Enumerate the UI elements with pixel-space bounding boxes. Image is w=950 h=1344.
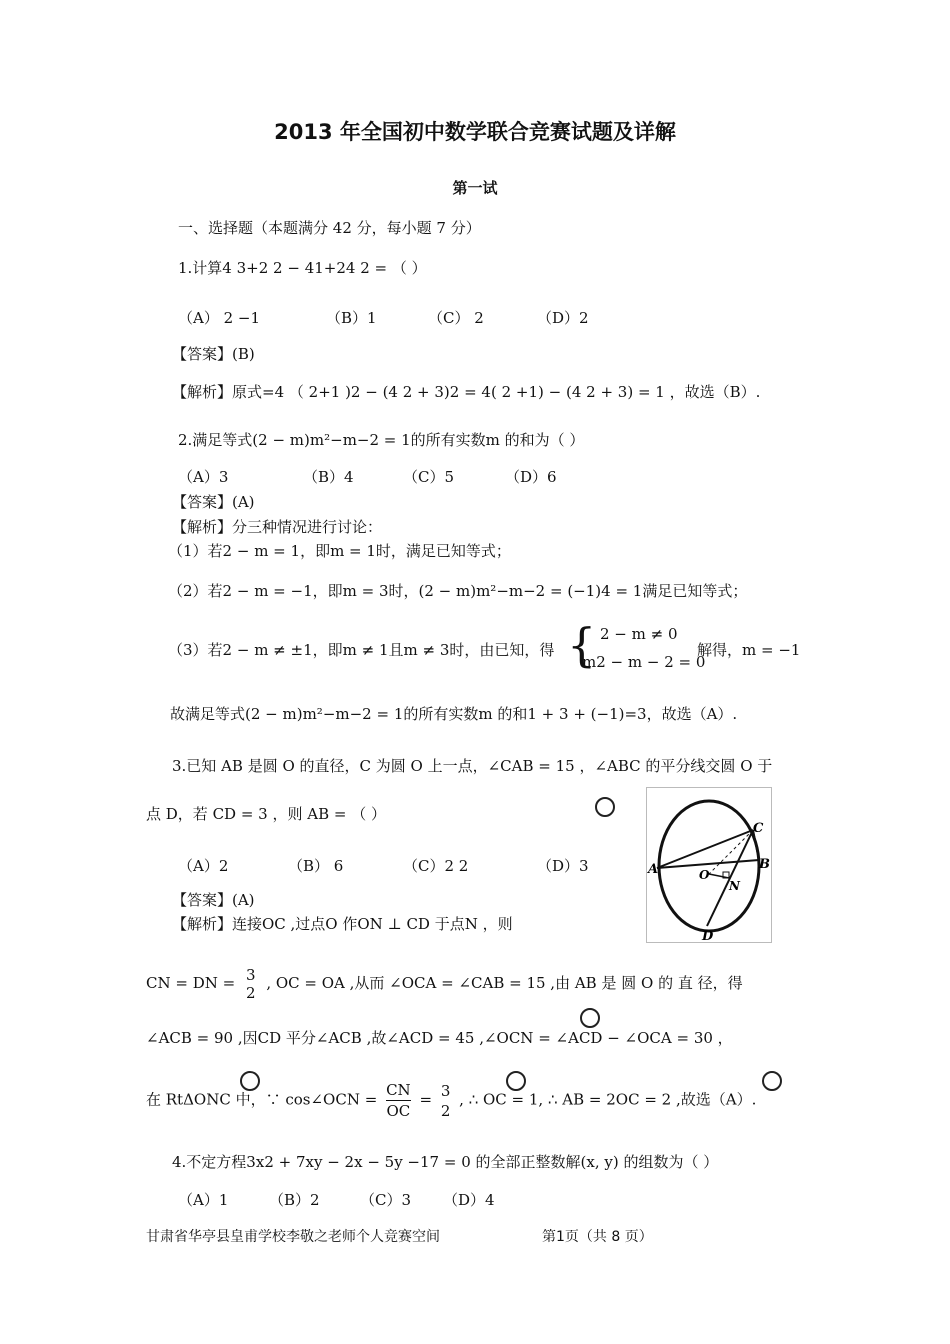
- q2-conclusion: 故满足等式(2 − m)m²−m−2 = 1的所有实数m 的和1 + 3 + (−1)=3，故选（A）.: [170, 705, 738, 723]
- fraction-sqrt3-over-2: [246, 966, 256, 1002]
- system-equation-2: m2 − m − 2 = 0: [582, 653, 706, 671]
- q2-case-3: （3）若2 − m ≠ ±1，即m ≠ 1且m ≠ 3时，由已知，得: [168, 641, 555, 659]
- angle-expression: , OC = OA ,从而 ∠OCA = ∠CAB = 15 ,由 AB 是 圆 O 的 直 径，得: [266, 974, 743, 992]
- q1-option-b: （B）1: [326, 309, 377, 327]
- q2-analysis: 【解析】分三种情况进行讨论：: [172, 518, 383, 536]
- q3-stem-line1: 3.已知 AB 是圆 O 的直径，C 为圆 O 上一点，∠CAB = 15 ，∠ABC 的平分线交圆 O 于: [172, 757, 773, 775]
- q4-option-b: （B）2: [269, 1191, 320, 1209]
- q3-stem-line2: 点 D，若 CD = 3 ，则 AB = （ ）: [146, 805, 386, 823]
- perpendicular-on: [709, 874, 729, 878]
- cn-dn-expression: CN = DN =: [146, 974, 236, 992]
- footer-page-number: 第1页（共 8 页）: [542, 1229, 653, 1245]
- q3-option-d: （D）3: [537, 857, 589, 875]
- q1-option-a: （A） 2 −1: [178, 309, 261, 327]
- fraction-numerator: 3: [440, 1081, 451, 1100]
- q3-analysis-line1: 【解析】连接OC ,过点O 作ON ⊥ CD 于点N ，则: [172, 915, 513, 933]
- degree-circle-icon: [762, 1071, 782, 1091]
- degree-circle-icon: [580, 1008, 600, 1028]
- footer-source: 甘肃省华亭县皇甫学校李敬之老师个人竞赛空间: [146, 1229, 440, 1245]
- q2-option-b: （B）4: [303, 468, 354, 486]
- fraction-cn-over-oc: [386, 1080, 411, 1121]
- q3-option-a: （A）2: [178, 857, 229, 875]
- fraction-denominator: OC: [386, 1102, 411, 1120]
- q4-option-c: （C）3: [360, 1191, 412, 1209]
- circle-diagram-svg: [647, 788, 771, 942]
- fraction-numerator: CN: [386, 1081, 411, 1099]
- degree-circle-icon: [595, 797, 615, 817]
- label-d: D: [702, 929, 714, 942]
- q3-analysis-line2: [146, 966, 743, 1002]
- q2-answer: 【答案】(A): [172, 493, 255, 511]
- q3-analysis-line3: ∠ACB = 90 ,因CD 平分∠ACB ,故∠ACD = 45 ,∠OCN = ∠ACD − ∠OCA = 30 ，: [146, 1029, 733, 1047]
- q1-stem: 1.计算4 3+2 2 − 41+24 2 = （ ）: [178, 259, 427, 277]
- section-heading: 一、选择题（本题满分 42 分，每小题 7 分）: [178, 219, 481, 237]
- label-b: B: [759, 857, 770, 872]
- fraction-sqrt3-over-2-b: [441, 1081, 451, 1121]
- label-a: A: [648, 862, 659, 877]
- page-subtitle: 第一试: [452, 179, 498, 197]
- fraction-denominator: 2: [440, 1101, 451, 1120]
- q3-answer: 【答案】(A): [172, 891, 255, 909]
- q2-option-d: （D）6: [505, 468, 557, 486]
- equals-sign: =: [419, 1090, 433, 1109]
- label-n: N: [729, 879, 740, 893]
- q2-option-a: （A）3: [178, 468, 229, 486]
- degree-circle-icon: [240, 1071, 260, 1091]
- degree-circle-icon: [506, 1071, 526, 1091]
- q1-option-d: （D）2: [537, 309, 589, 327]
- q2-option-c: （C）5: [403, 468, 455, 486]
- q3-option-b: （B） 6: [288, 857, 344, 875]
- triangle-text: 在 RtΔONC 中，∵ cos∠OCN =: [146, 1090, 378, 1109]
- q2-case-3-solution: 解得，m = −1: [697, 641, 801, 659]
- fraction-numerator: 3: [245, 966, 256, 984]
- q1-option-c: （C） 2: [428, 309, 484, 327]
- system-brace: {: [567, 618, 597, 672]
- q2-case-1: （1）若2 − m = 1，即m = 1时，满足已知等式；: [168, 542, 511, 560]
- q4-option-d: （D）4: [443, 1191, 495, 1209]
- page-title: 2013 年全国初中数学联合竞赛试题及详解: [274, 120, 676, 144]
- conclusion-text: , ∴ OC = 1, ∴ AB = 2OC = 2 ,故选（A）.: [459, 1090, 757, 1109]
- q1-analysis: 【解析】原式=4 （ 2+1 )2 − (4 2 + 3)2 = 4( 2 +1) − (4 2 + 3) = 1 ，故选（B）.: [172, 383, 761, 401]
- q2-case-2: （2）若2 − m = −1，即m = 3时，(2 − m)m²−m−2 = (−1)4 = 1满足已知等式；: [168, 582, 748, 600]
- fraction-denominator: 2: [245, 984, 256, 1002]
- circle-diagram: [646, 787, 772, 943]
- q3-analysis-line4: [146, 1080, 756, 1121]
- label-c: C: [753, 821, 764, 836]
- q2-stem: 2.满足等式(2 − m)m²−m−2 = 1的所有实数m 的和为（ ）: [178, 431, 585, 449]
- q4-option-a: （A）1: [178, 1191, 229, 1209]
- system-equation-1: 2 − m ≠ 0: [600, 625, 678, 643]
- q3-option-c: （C）2 2: [403, 857, 469, 875]
- q1-answer: 【答案】(B): [172, 345, 255, 363]
- radius-oc: [709, 830, 753, 874]
- q4-stem: 4.不定方程3x2 + 7xy − 2x − 5y −17 = 0 的全部正整数解(x, y) 的组数为（ ）: [172, 1153, 719, 1171]
- label-o: O: [699, 868, 710, 882]
